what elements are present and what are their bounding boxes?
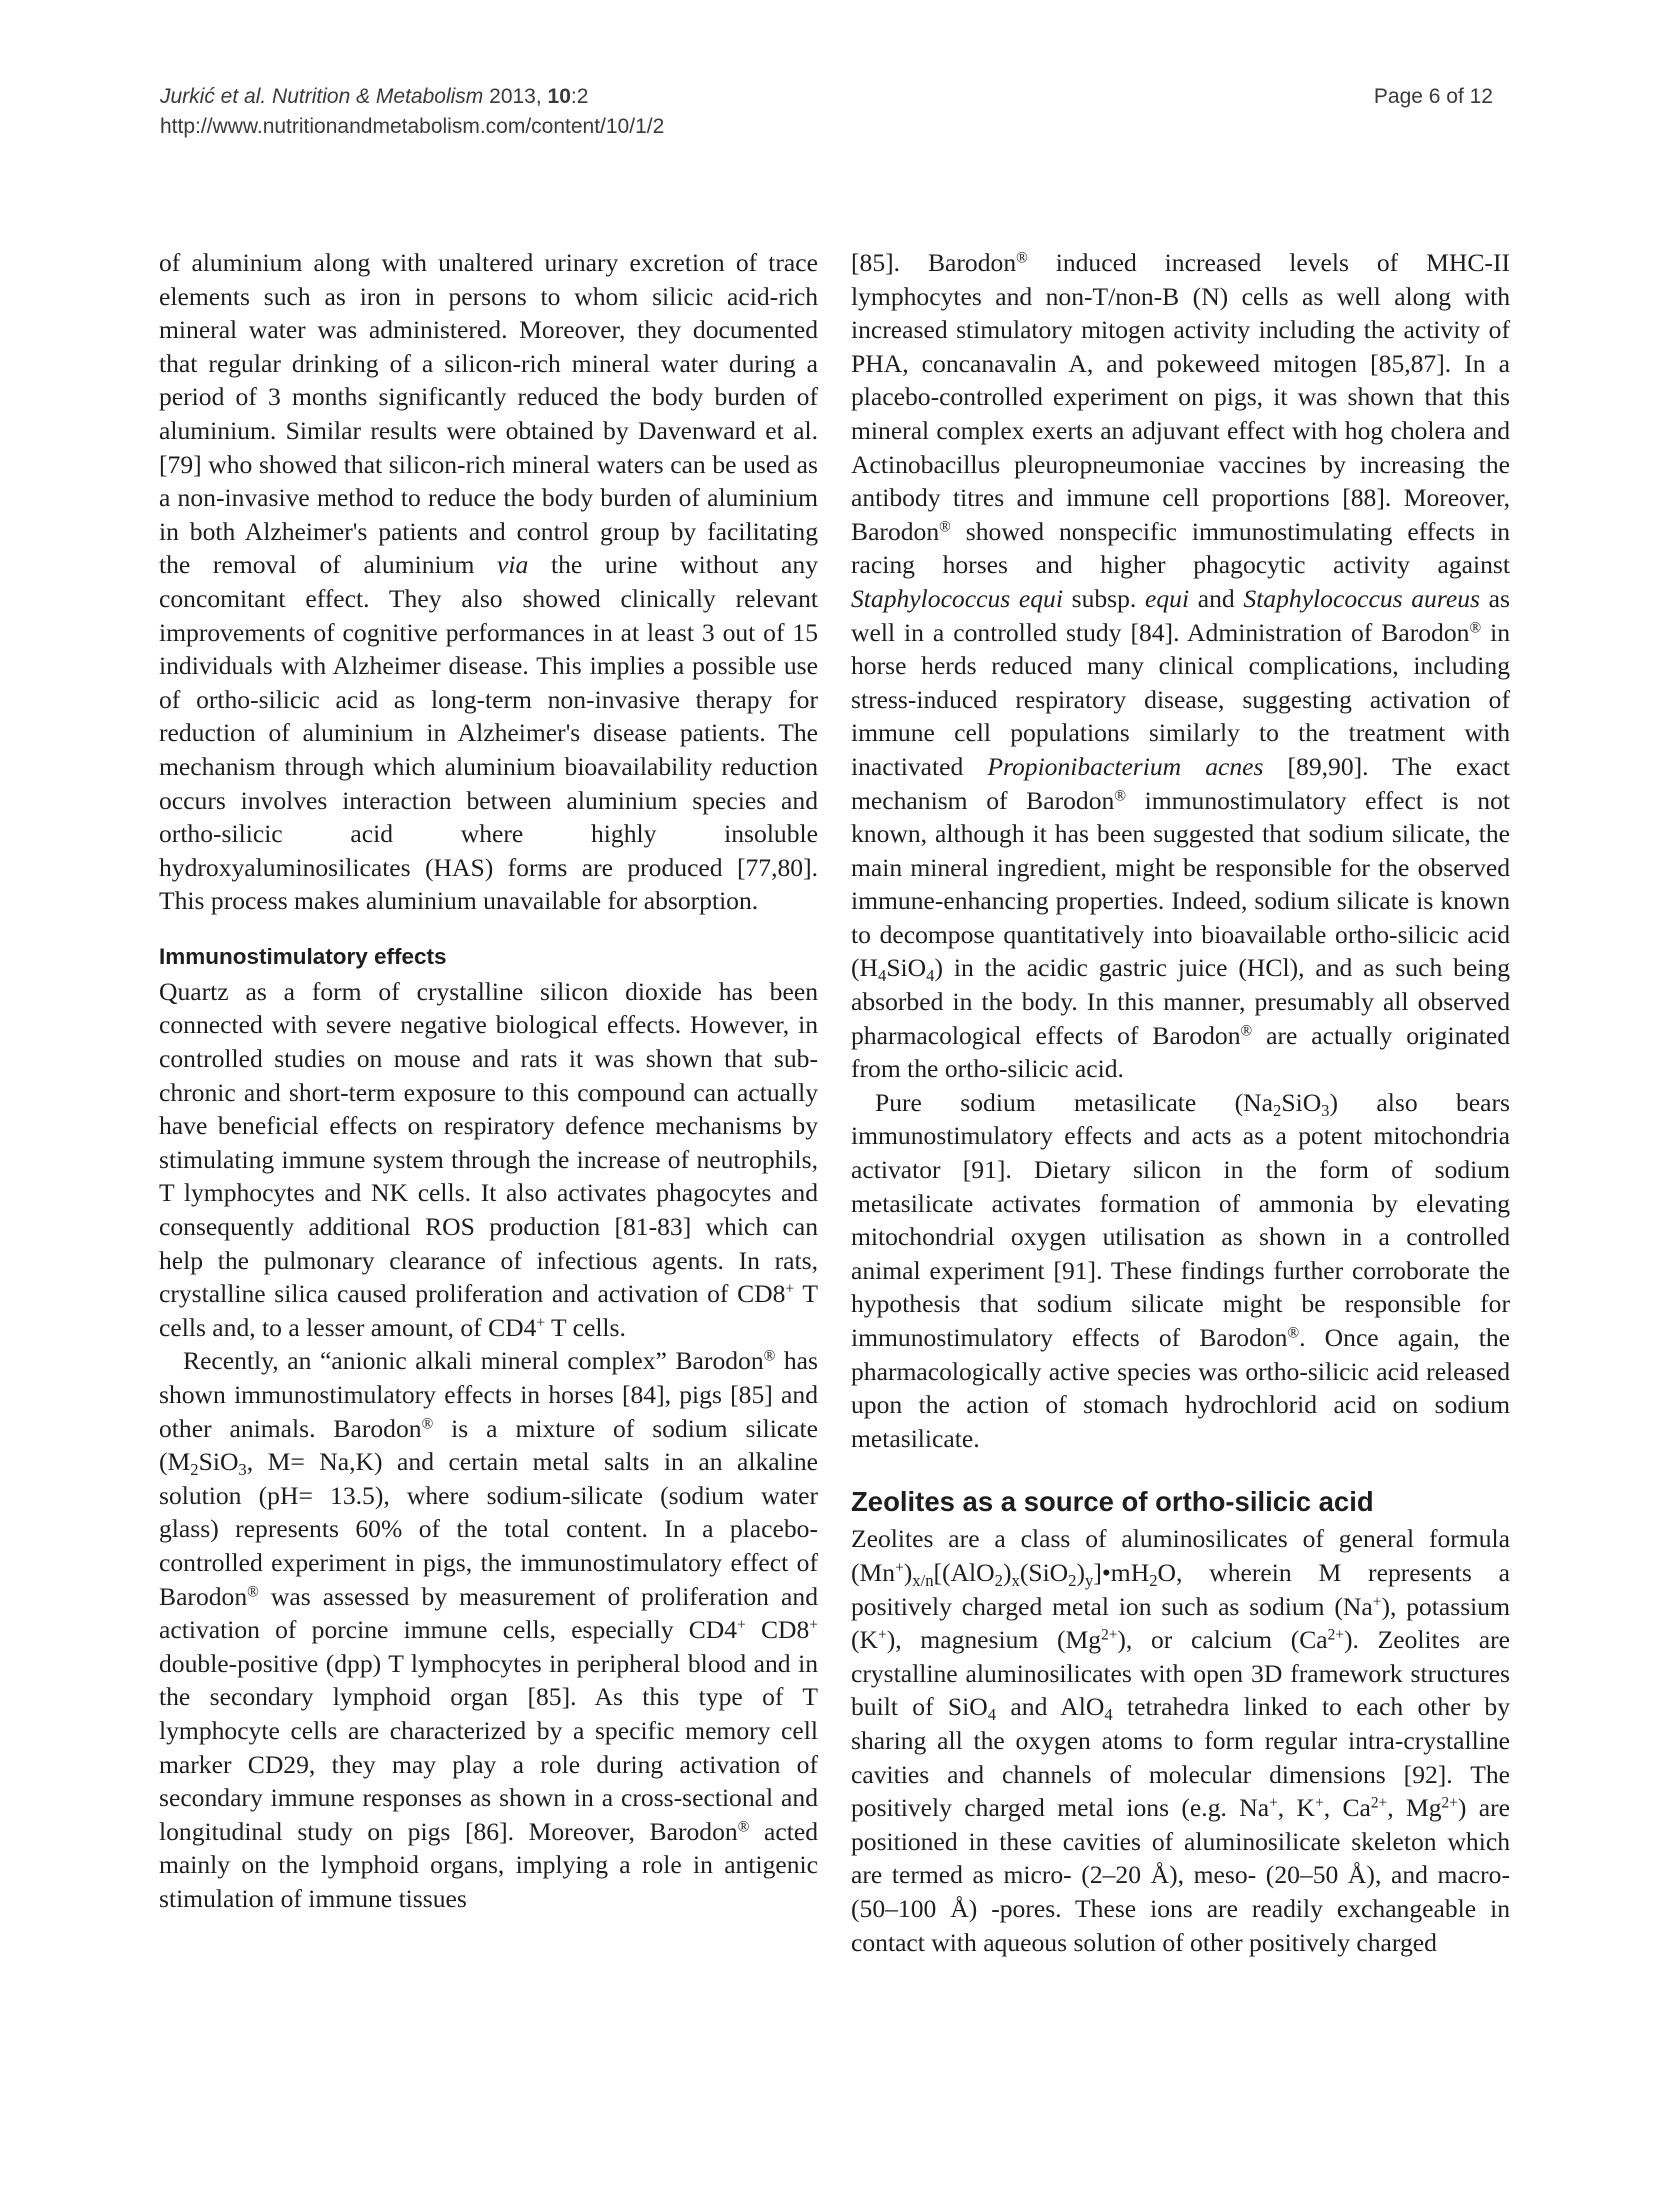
paragraph: [85]. Barodon® induced increased levels of MHC-II lymphocytes and non-T/non-B (N) cells as well along with increased stimulatory mitogen activity including the activity of PHA, concanavalin A, and pokeweed mitogen [85,87]. In a placebo-controlled experiment on pigs, it was shown that this mineral complex exerts an adjuvant effect with hog cholera and Actinobacillus pleuropneumoniae vaccines by increasing the antibody titres and immune cell proportions [88]. Moreover, Barodon® showed nonspecific immunostimulating effects in racing horses and higher phagocytic activity against Staphylococcus equi subsp. equi and Staphylococcus aureus as well in a controlled study [84]. Administration of Barodon® in horse herds reduced many clinical complications, including stress-induced respiratory disease, suggesting activation of immune cell populations similarly to the treatment with inactivated Propionibacterium acnes [89,90]. The exact mechanism of Barodon® immunostimulatory effect is not known, although it has been suggested that sodium silicate, the main mineral ingredient, might be responsible for the observed immune-enhancing properties. Indeed, sodium silicate is known to decompose quantitatively into bioavailable ortho-silicic acid $(H_4SiO_4)$ in the acidic gastric juice (HCl), and as such being absorbed in the body. In this manner, presumably all observed pharmacological effects of Barodon® are actually originated from the ortho-silicic acid. [851, 248, 1510, 1084]
running-header [160, 82, 664, 142]
paragraph: Recently, an “anionic alkali mineral complex” Barodon® has shown immunostimulatory effects in horses [84], pigs [85] and other animals. Barodon® is a mixture of sodium silicate ($M_2SiO_3$, M= Na,K) and certain metal salts in an alkaline solution (pH= 13.5), where sodium-silicate (sodium water glass) represents 60% of the total content. In a placebo-controlled experiment in pigs, the immunostimulatory effect of Barodon® was assessed by measurement of proliferation and activation of porcine immune cells, especially CD4+ CD8+ double-positive (dpp) T lymphocytes in peripheral blood and in the secondary lymphoid organ [85]. As this type of T lymphocyte cells are characterized by a specific memory cell marker CD29, they may play a role during activation of secondary immune responses as shown in a cross-sectional and longitudinal study on pigs [86]. Moreover, Barodon® acted mainly on the lymphoid organs, implying a role in antigenic stimulation of immune tissues [159, 1346, 819, 1913]
citation-journal: Nutrition & Metabolism [272, 85, 484, 108]
citation-issue: :2 [570, 85, 589, 108]
citation-volume: 10 [547, 85, 571, 108]
paragraph: Zeolites are a class of aluminosilicates of general formula $(Mn^+)_{x/n}[(AlO_2)_x(SiO_2)_y]•mH_2O$, wherein M represents a positively charged metal ion such as sodium (Na+), potassium (K+), magnesium $(Mg^{2+})$, or calcium $(Ca^{2+})$. Zeolites are crystalline aluminosilicates with open 3D framework structures built of SiO$_4$ and AlO$_4$ tetrahedra linked to each other by sharing all the oxygen atoms to form regular intra-crystalline cavities and channels of molecular dimensions [92]. The positively charged metal ions (e.g. Na+, K+, $Ca^{2+}$, $Mg^{2+}$) are positioned in these cavities of aluminosilicate skeleton which are termed as micro- (2–20 Å), meso- (20–50 Å), and macro-(50–100 Å) -pores. These ions are readily exchangeable in contact with aqueous solution of other positively charged [851, 1524, 1510, 1957]
paragraph: of aluminium along with unaltered urinary excretion of trace elements such as iron in persons to whom silicic acid-rich mineral water was administered. Moreover, they documented that regular drinking of a silicon-rich mineral water during a period of 3 months significantly reduced the body burden of aluminium. Similar results were obtained by Davenward et al. [79] who showed that silicon-rich mineral waters can be used as a non-invasive method to reduce the body burden of aluminium in both Alzheimer's patients and control group by facilitating the removal of aluminium via the urine without any concomitant effect. They also showed clinically relevant improvements of cognitive performances in at least 3 out of 15 individuals with Alzheimer disease. This implies a possible use of ortho-silicic acid as long-term non-invasive therapy for reduction of aluminium in Alzheimer's disease patients. The mechanism through which aluminium bioavailability reduction occurs involves interaction between aluminium species and ortho-silicic acid where highly insoluble hydroxyaluminosilicates (HAS) forms are produced [77,80]. This process makes aluminium unavailable for absorption. [159, 248, 819, 916]
paragraph: Quartz as a form of crystalline silicon dioxide has been connected with severe negative biological effects. However, in controlled studies on mouse and rats it was shown that sub-chronic and short-term exposure to this compound can actually have beneficial effects on respiratory defence mechanisms by stimulating immune system through the increase of neutrophils, T lymphocytes and NK cells. It also activates phagocytes and consequently additional ROS production [81-83] which can help the pulmonary clearance of infectious agents. In rats, crystalline silica caused proliferation and activation of CD8+ T cells and, to a lesser amount, of CD4+ T cells. [159, 976, 818, 1342]
left-column [159, 246, 818, 1916]
citation-authors: Jurkić et al. [160, 85, 267, 108]
right-column [851, 246, 1510, 1959]
section-heading-zeolites: Zeolites as a source of ortho-silicic acid [851, 1486, 1374, 1518]
citation-year: 2013, [489, 85, 542, 108]
paragraph: Pure sodium metasilicate $(Na_2SiO_3)$ also bears immunostimulatory effects and acts as a potent mitochondria activator [91]. Dietary silicon in the form of sodium metasilicate activates formation of ammonia by elevating mitochondrial oxygen utilisation as shown in a controlled animal experiment [91]. These findings further corroborate the hypothesis that sodium silicate might be responsible for immunostimulatory effects of Barodon®. Once again, the pharmacologically active species was ortho-silicic acid released upon the action of stomach hydrochlorid acid on sodium metasilicate. [851, 1087, 1510, 1453]
page-number: Page 6 of 12 [1373, 85, 1493, 108]
section-heading-immunostimulatory: Immunostimulatory effects [159, 943, 447, 969]
article-url[interactable]: http://www.nutritionandmetabolism.com/content/10/1/2 [160, 115, 665, 138]
citation-line [160, 82, 664, 112]
